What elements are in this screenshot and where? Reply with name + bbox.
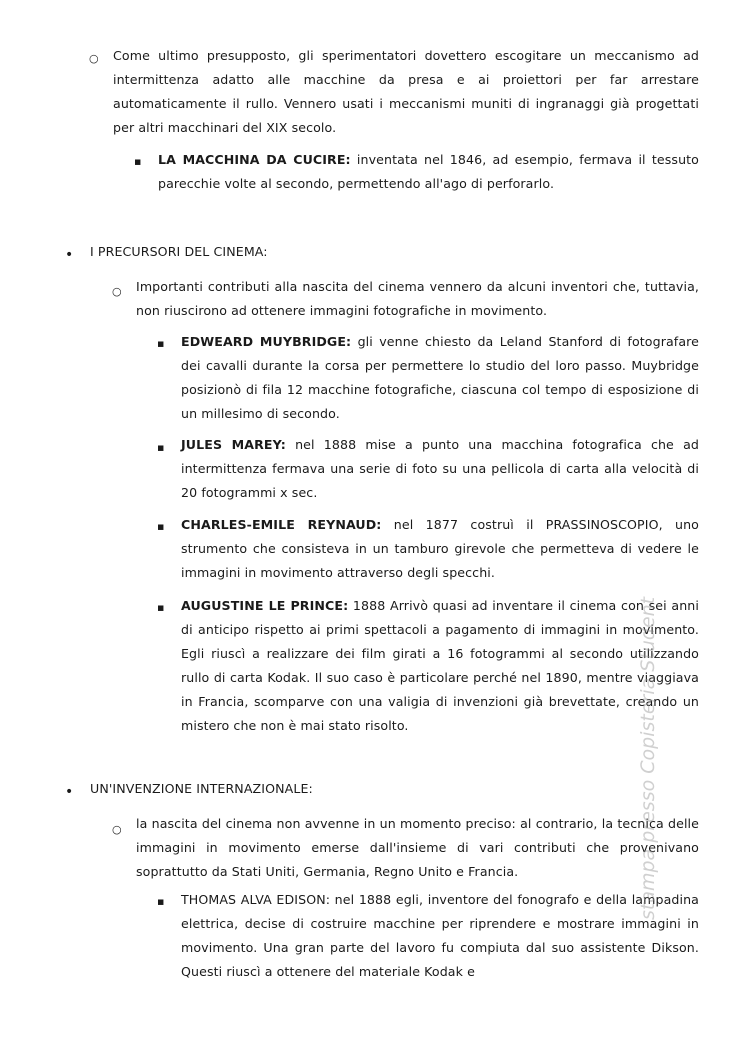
term-macchina-cucire: LA MACCHINA DA CUCIRE: bbox=[158, 152, 351, 167]
bullet-circle: ○ bbox=[89, 52, 99, 65]
paragraph-edison: THOMAS ALVA EDISON: nel 1888 egli, inventore del fonografo e della lampadina elettrica, decise di costruire macchine per riprendere e mostrare immagini in movimento. Una gran parte del lavoro fu compiuta dal suo assistente Dikson. Questi riuscì a ottenere del materiale Kodak e bbox=[181, 892, 699, 979]
bullet-dot: • bbox=[65, 247, 74, 263]
bullet-square: ▪ bbox=[157, 441, 165, 454]
bullet-square: ▪ bbox=[157, 520, 165, 533]
paragraph-marey: JULES MAREY: nel 1888 mise a punto una macchina fotografica che ad intermittenza fermava una serie di foto su una pellicola di carta alla velocità di 20 fotogrammi x sec. bbox=[181, 437, 699, 500]
bullet-square: ▪ bbox=[157, 601, 165, 614]
copisteria-watermark: stampa presso Copisteria Student bbox=[637, 596, 659, 920]
term-le-prince: AUGUSTINE LE PRINCE: bbox=[181, 598, 349, 613]
paragraph-precursori-intro: Importanti contributi alla nascita del cinema vennero da alcuni inventori che, tuttavia, non riuscirono ad ottenere immagini fotografiche in movimento. bbox=[136, 279, 699, 318]
heading-internazionale: UN'INVENZIONE INTERNAZIONALE: bbox=[90, 781, 313, 796]
paragraph-macchina-cucire: LA MACCHINA DA CUCIRE: inventata nel 1846, ad esempio, fermava il tessuto parecchie volte al secondo, permettendo all'ago di perforarlo. bbox=[158, 152, 699, 191]
bullet-square: ▪ bbox=[134, 155, 142, 168]
paragraph-muybridge: EDWEARD MUYBRIDGE: gli venne chiesto da Leland Stanford di fotografare dei cavalli durante la corsa per permettere lo studio del loro passo. Muybridge posizionò di fila 12 macchine fotografiche, ciascuna col tempo di esposizione di un millesimo di secondo. bbox=[181, 334, 699, 421]
paragraph-internazionale-intro: la nascita del cinema non avvenne in un momento preciso: al contrario, la tecnica delle immagini in movimento emerse dall'insieme di vari contributi che provenivano soprattutto da Stati Uniti, Germania, Regno Unito e Francia. bbox=[136, 816, 699, 879]
bullet-square: ▪ bbox=[157, 895, 165, 908]
heading-precursori: I PRECURSORI DEL CINEMA: bbox=[90, 244, 268, 259]
paragraph-meccanismo: Come ultimo presupposto, gli sperimentatori dovettero escogitare un meccanismo ad intermittenza adatto alle macchine da presa e ai proiettori per far arrestare automaticamente il rullo. Vennero usati i meccanismi muniti di ingranaggi già progettati per altri macchinari del XIX secolo. bbox=[113, 48, 699, 135]
bullet-circle: ○ bbox=[112, 823, 122, 836]
bullet-square: ▪ bbox=[157, 337, 165, 350]
bullet-circle: ○ bbox=[112, 285, 122, 298]
bullet-dot: • bbox=[65, 784, 74, 800]
term-muybridge: EDWEARD MUYBRIDGE: bbox=[181, 334, 352, 349]
term-marey: JULES MAREY: bbox=[181, 437, 286, 452]
paragraph-reynaud: CHARLES-EMILE REYNAUD: nel 1877 costruì il PRASSINOSCOPIO, uno strumento che consisteva in un tamburo girevole che permetteva di vedere le immagini in movimento attraverso degli specchi. bbox=[181, 517, 699, 580]
paragraph-le-prince: AUGUSTINE LE PRINCE: 1888 Arrivò quasi ad inventare il cinema con sei anni di anticipo rispetto ai primi spettacoli a pagamento di immagini in movimento. Egli riuscì a realizzare dei film girati a 16 fotogrammi al secondo utilizzando rullo di carta Kodak. Il suo caso è particolare perché nel 1890, mentre viaggiava in Francia, scomparve con una valigia di invenzioni già brevettate, creando un mistero che non è mai stato risolto. bbox=[181, 598, 699, 733]
term-reynaud: CHARLES-EMILE REYNAUD: bbox=[181, 517, 382, 532]
